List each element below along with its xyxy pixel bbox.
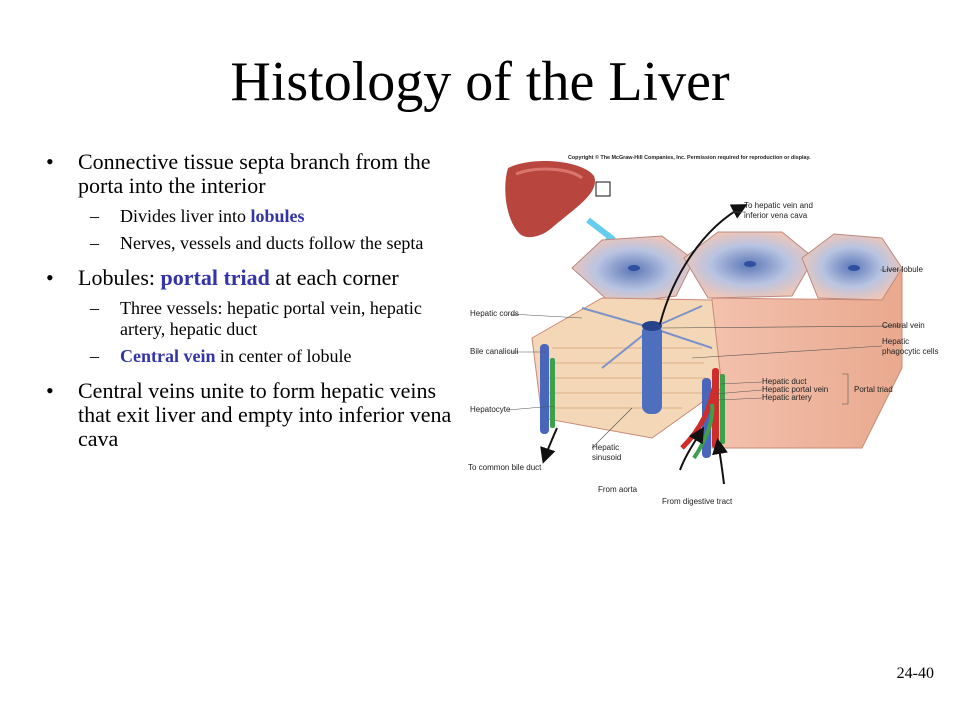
bullet-text: Lobules: <box>78 265 161 290</box>
sub-bullet-text: Nerves, vessels and ducts follow the septa <box>120 233 424 253</box>
bullet-item <box>46 379 466 451</box>
label-hepatic-duct: Hepatic duct <box>762 377 807 386</box>
page-number: 24-40 <box>896 665 934 682</box>
label-hepatic-sinusoid-1: Hepatic <box>592 443 620 452</box>
sub-bullet-text: in center of lobule <box>215 346 352 366</box>
sub-bullet-marker: – <box>90 346 99 366</box>
bullet-marker: • <box>46 149 54 174</box>
sub-bullet-item <box>46 346 466 367</box>
liver-lobule-diagram <box>462 148 952 508</box>
bullet-marker: • <box>46 378 54 403</box>
bullet-marker: • <box>46 265 54 290</box>
highlight-term: Central vein <box>120 346 216 366</box>
copyright-notice: Copyright © The McGraw-Hill Companies, Inc. Permission required for reproduction or display. <box>568 155 811 161</box>
sub-bullet-item <box>46 233 466 254</box>
lobule-cross-section <box>532 298 722 438</box>
label-portal-triad: Portal triad <box>854 385 893 394</box>
bullet-text: at each corner <box>269 265 399 290</box>
sub-bullet-item <box>46 206 466 227</box>
lobule-top-row <box>572 232 902 304</box>
slide-title: Histology of the Liver <box>230 51 730 113</box>
bullet-item <box>46 266 466 290</box>
liver-organ-icon <box>505 161 622 248</box>
sub-bullet-text: Divides liver into <box>120 206 251 226</box>
bullet-list <box>46 150 466 459</box>
label-hepatic: Hepatic <box>882 337 910 346</box>
label-from-aorta: From aorta <box>598 485 638 494</box>
central-vein-shape <box>642 321 662 414</box>
sub-bullet-marker: – <box>90 206 99 226</box>
label-central-vein: Central vein <box>882 321 925 330</box>
bullet-item <box>46 150 466 198</box>
label-hepatocyte: Hepatocyte <box>470 405 511 414</box>
label-hepatic-cords: Hepatic cords <box>470 309 519 318</box>
sub-bullet-text: Three vessels: hepatic portal vein, hepatic artery, hepatic duct <box>120 298 422 339</box>
bullet-text: Connective tissue septa branch from the porta into the interior <box>78 149 431 198</box>
bullet-text: Central veins unite to form hepatic veins that exit liver and empty into inferior vena cava <box>78 378 452 451</box>
label-common-bile-duct: To common bile duct <box>468 463 542 472</box>
label-phagocytic-cells: phagocytic cells <box>882 347 939 356</box>
label-liver-lobule: Liver lobule <box>882 265 923 274</box>
label-from-digestive-tract: From digestive tract <box>662 497 733 506</box>
label-hepatic-vein: To hepatic vein and <box>744 201 813 210</box>
label-vena-cava: inferior vena cava <box>744 211 808 220</box>
label-hepatic-portal-vein: Hepatic portal vein <box>762 385 829 394</box>
label-bile-canaliculi: Bile canaliculi <box>470 347 519 356</box>
label-hepatic-sinusoid-2: sinusoid <box>592 453 622 462</box>
highlight-term: portal triad <box>160 265 270 290</box>
label-hepatic-artery: Hepatic artery <box>762 393 812 402</box>
highlight-term: lobules <box>250 206 305 226</box>
sub-bullet-marker: – <box>90 233 99 253</box>
sub-bullet-item <box>46 298 466 340</box>
sub-bullet-marker: – <box>90 298 99 318</box>
